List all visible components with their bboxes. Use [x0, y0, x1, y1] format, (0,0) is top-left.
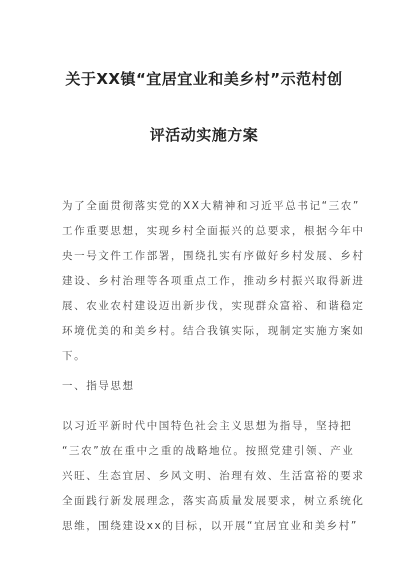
- section-line: “三农”放在重中之重的战略地位。按照党建引领、产业: [62, 445, 355, 457]
- document-title-line-1: 关于XX镇“宜居宜业和美乡村”示范村创: [65, 70, 343, 88]
- section-line: 全面践行新发展理念，落实高质量发展要求，树立系统化: [62, 495, 365, 507]
- section-line: 思维，围绕建设xx的目标，以开展“宜居宜业和美乡村”: [62, 520, 358, 532]
- intro-line: 展、农业农村建设迈出新步伐，实现群众富裕、和谐稳定: [62, 300, 365, 312]
- intro-line: 为了全面贯彻落实党的XX大精神和习近平总书记“三农”: [62, 200, 360, 212]
- intro-line: 下。: [62, 350, 87, 362]
- intro-line: 央一号文件工作部署，围绕扎实有序做好乡村发展、乡村: [62, 250, 365, 262]
- section-line: 以习近平新时代中国特色社会主义思想为指导，坚持把: [62, 420, 353, 432]
- intro-line: 工作重要思想，实现乡村全面振兴的总要求，根据今年中: [62, 225, 365, 237]
- intro-line: 建设、乡村治理等各项重点工作，推动乡村振兴取得新进: [62, 275, 365, 287]
- section-line: 兴旺、生态宜居、乡风文明、治理有效、生活富裕的要求: [62, 470, 365, 482]
- intro-line: 环境优美的和美乡村。结合我镇实际，现制定实施方案如: [62, 325, 365, 337]
- document-title-line-2: 评活动实施方案: [149, 126, 259, 144]
- section-heading: 一、指导思想: [62, 380, 135, 392]
